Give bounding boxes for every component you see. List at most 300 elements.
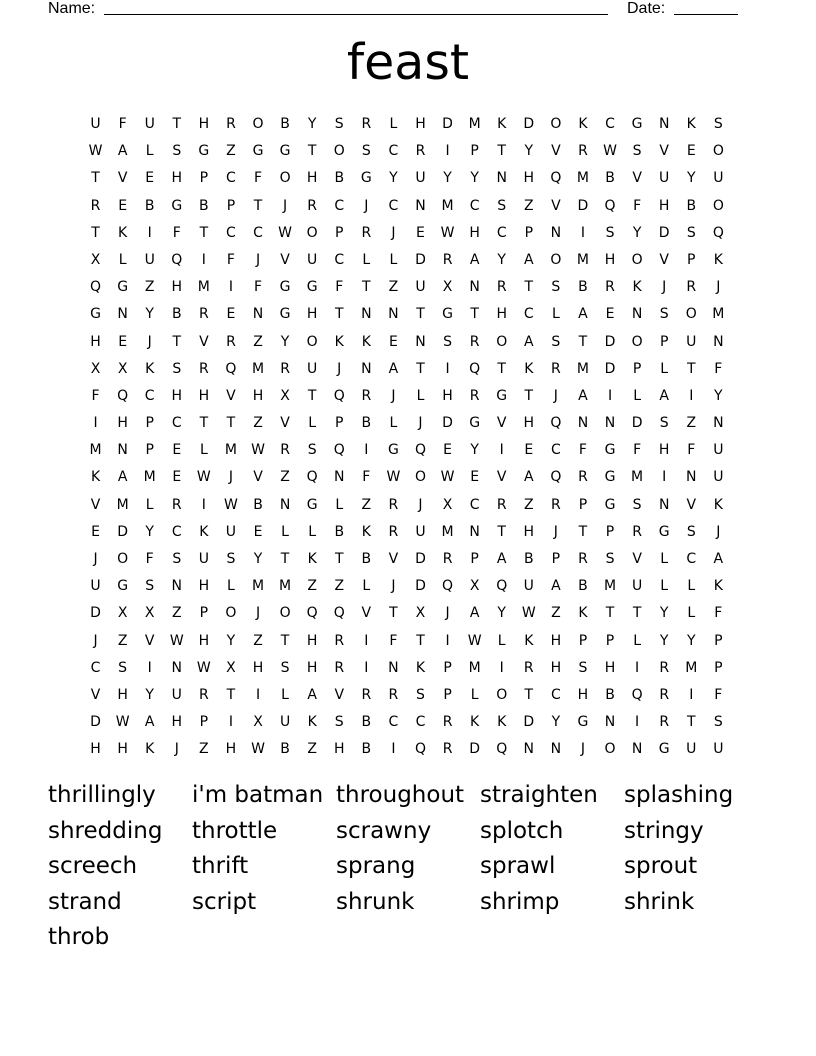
grid-letter: R (442, 741, 453, 758)
grid-letter: Y (551, 714, 561, 731)
grid-letter: G (279, 279, 291, 296)
grid-letter: Y (497, 605, 506, 622)
grid-letter: B (361, 741, 372, 758)
grid-letter: Q (306, 469, 318, 486)
grid-letter: V (686, 496, 697, 513)
grid-letter: V (226, 387, 236, 404)
grid-letter: R (361, 686, 372, 703)
grid-letter: C (469, 197, 480, 214)
grid-letter: I (689, 387, 694, 404)
grid-letter: W (603, 143, 617, 160)
grid-letter: U (631, 578, 643, 595)
grid-letter: A (117, 143, 128, 160)
grid-letter: Q (333, 442, 345, 459)
grid-letter: X (117, 605, 128, 622)
grid-letter: G (577, 714, 589, 731)
grid-letter: Q (171, 251, 183, 268)
grid-letter: H (171, 170, 183, 187)
grid-letter: D (415, 551, 426, 567)
grid-letter: H (117, 741, 128, 758)
grid-letter: Q (469, 360, 481, 377)
grid-letter: S (659, 306, 669, 323)
grid-letter: I (689, 686, 694, 703)
grid-letter: G (279, 143, 291, 160)
grid-letter: U (713, 442, 724, 459)
grid-row (82, 628, 732, 655)
grid-letter: Z (253, 333, 263, 350)
grid-letter: V (496, 469, 507, 486)
grid-letter: H (658, 197, 670, 214)
grid-letter: G (90, 306, 101, 323)
grid-letter: H (252, 387, 264, 404)
grid-letter: X (117, 360, 128, 377)
grid-letter: U (415, 170, 426, 187)
grid-letter: Q (550, 415, 562, 432)
grid-letter: Z (361, 496, 372, 513)
grid-letter: G (306, 496, 318, 513)
grid-letter: A (144, 714, 155, 731)
grid-letter: V (551, 197, 561, 214)
grid-row (82, 492, 732, 519)
grid-letter: R (605, 279, 615, 296)
grid-letter: K (524, 360, 534, 377)
grid-letter: C (605, 116, 615, 132)
grid-letter: N (279, 496, 291, 513)
grid-letter: L (199, 442, 208, 459)
grid-letter: S (172, 551, 182, 567)
grid-letter: U (198, 551, 209, 567)
grid-letter: W (440, 224, 455, 241)
grid-row (82, 111, 732, 138)
grid-letter: P (470, 143, 479, 160)
grid-letter: P (632, 360, 642, 377)
grid-letter: C (388, 197, 399, 214)
grid-letter: Z (253, 415, 263, 432)
grid-letter: E (226, 306, 236, 323)
grid-letter: J (553, 523, 558, 540)
grid-letter: G (252, 143, 264, 160)
grid-letter: F (253, 170, 263, 187)
grid-letter: J (391, 387, 396, 404)
grid-letter: M (116, 496, 129, 513)
grid-letter: I (201, 496, 206, 513)
grid-letter: F (714, 360, 723, 377)
grid-letter: C (469, 496, 480, 513)
grid-letter: K (713, 496, 723, 513)
grid-letter: R (280, 442, 290, 459)
grid-letter: J (580, 741, 586, 758)
grid-letter: Z (199, 741, 209, 758)
grid-letter: D (658, 224, 670, 241)
grid-letter: N (713, 333, 724, 350)
grid-letter: U (713, 469, 724, 486)
grid-letter: T (199, 415, 209, 432)
grid-letter: M (576, 251, 589, 268)
grid-letter: Y (145, 686, 154, 703)
grid-letter: V (388, 551, 399, 567)
grid-letter: M (89, 442, 102, 459)
grid-letter: U (90, 116, 101, 132)
grid-letter: O (117, 551, 129, 567)
grid-letter: I (607, 387, 613, 404)
grid-row (82, 519, 732, 546)
grid-letter: L (687, 605, 696, 622)
grid-letter: G (658, 523, 670, 540)
grid-letter: D (415, 578, 426, 595)
grid-letter: G (604, 496, 616, 513)
grid-row (82, 138, 732, 165)
grid-letter: K (361, 523, 371, 540)
grid-letter: G (496, 387, 508, 404)
grid-letter: C (686, 551, 697, 567)
grid-letter: M (197, 279, 210, 296)
grid-letter: W (521, 605, 536, 622)
grid-letter: R (334, 632, 345, 649)
grid-letter: L (281, 686, 289, 703)
grid-letter: H (171, 714, 183, 731)
grid-letter: L (118, 251, 127, 268)
grid-letter: L (687, 578, 696, 595)
grid-letter: U (225, 523, 237, 540)
grid-letter: T (578, 523, 588, 540)
grid-letter: S (416, 686, 425, 703)
grid-letter: S (713, 714, 723, 731)
grid-letter: I (201, 251, 206, 268)
grid-letter: R (686, 279, 697, 296)
word-bank (48, 778, 768, 956)
grid-letter: P (443, 686, 452, 703)
grid-letter: R (442, 251, 453, 268)
grid-letter: N (550, 741, 562, 758)
grid-letter: J (283, 197, 288, 214)
grid-letter: U (171, 686, 182, 703)
grid-letter: O (712, 143, 724, 160)
grid-letter: E (416, 224, 425, 241)
grid-letter: S (172, 360, 182, 377)
grid-letter: J (93, 551, 98, 567)
grid-letter: J (391, 578, 396, 595)
grid-letter: E (470, 469, 480, 486)
grid-letter: Z (388, 279, 399, 296)
grid-letter: B (578, 578, 588, 595)
grid-letter: V (90, 686, 101, 703)
grid-letter: K (307, 714, 317, 731)
grid-letter: J (418, 415, 423, 432)
grid-letter: P (199, 605, 209, 622)
grid-letter: N (415, 333, 426, 350)
grid-letter: Y (470, 442, 479, 459)
grid-letter: H (523, 415, 535, 432)
grid-letter: I (391, 741, 396, 758)
grid-letter: T (280, 632, 290, 649)
grid-letter: P (578, 632, 588, 649)
grid-letter: J (391, 224, 396, 241)
grid-letter: N (713, 415, 724, 432)
grid-letter: M (712, 306, 725, 323)
grid-letter: H (550, 632, 562, 649)
grid-letter: S (145, 578, 155, 595)
grid-letter: F (145, 551, 154, 567)
grid-letter: J (255, 251, 261, 268)
grid-letter: K (713, 578, 723, 595)
grid-letter: F (362, 469, 371, 486)
grid-letter: P (687, 251, 696, 268)
grid-letter: W (169, 632, 184, 649)
grid-letter: K (578, 605, 588, 622)
grid-letter: N (252, 306, 264, 323)
grid-letter: C (550, 686, 561, 703)
grid-letter: W (224, 496, 238, 513)
grid-letter: U (713, 170, 724, 187)
grid-letter: T (172, 116, 182, 132)
grid-letter: P (145, 442, 154, 459)
grid-letter: I (228, 279, 233, 296)
grid-letter: H (117, 415, 128, 432)
grid-letter: I (580, 224, 586, 241)
grid-letter: R (578, 143, 588, 160)
grid-letter: B (253, 496, 263, 513)
grid-letter: S (551, 279, 561, 296)
grid-letter: B (686, 197, 697, 214)
grid-letter: R (659, 659, 670, 676)
grid-letter: U (415, 279, 426, 296)
grid-letter: K (713, 251, 723, 268)
grid-letter: R (226, 333, 236, 350)
grid-letter: N (388, 306, 399, 323)
grid-letter: S (307, 442, 317, 459)
word-bank-item: sprawl (480, 853, 556, 879)
grid-letter: R (226, 116, 236, 132)
grid-letter: Q (442, 578, 454, 595)
grid-letter: H (198, 387, 210, 404)
grid-letter: S (334, 116, 344, 132)
grid-letter: U (713, 741, 724, 758)
grid-letter: F (389, 632, 398, 649)
grid-letter: H (252, 659, 264, 676)
word-bank-item: shrunk (336, 888, 415, 915)
grid-letter: N (361, 306, 372, 323)
grid-letter: X (90, 360, 101, 377)
grid-letter: C (334, 197, 345, 214)
date-label: Date: (627, 0, 666, 17)
grid-letter: B (361, 714, 372, 731)
grid-letter: O (550, 116, 562, 132)
grid-letter: R (496, 279, 507, 296)
grid-letter: O (712, 197, 724, 214)
grid-letter: E (118, 333, 128, 350)
grid-letter: L (389, 415, 398, 432)
grid-letter: X (415, 605, 426, 622)
grid-letter: T (497, 143, 506, 160)
grid-letter: V (361, 605, 372, 622)
grid-letter: N (604, 714, 616, 731)
grid-row (82, 356, 732, 383)
grid-letter: Q (333, 605, 345, 622)
grid-letter: E (605, 306, 615, 323)
grid-letter: Q (333, 387, 345, 404)
grid-letter: R (551, 496, 561, 513)
grid-letter: K (118, 224, 128, 241)
grid-letter: R (578, 469, 588, 486)
grid-letter: V (334, 686, 345, 703)
grid-letter: N (388, 659, 399, 676)
grid-letter: O (604, 741, 616, 758)
grid-letter: K (578, 116, 588, 132)
grid-letter: S (497, 197, 507, 214)
grid-letter: V (280, 415, 290, 432)
grid-letter: Z (551, 605, 561, 622)
grid-letter: T (524, 686, 534, 703)
grid-letter: C (226, 170, 236, 187)
grid-letter: D (469, 741, 481, 758)
grid-letter: G (171, 197, 183, 214)
grid-letter: I (499, 659, 504, 676)
grid-letter: A (117, 469, 128, 486)
grid-letter: S (713, 116, 723, 132)
grid-letter: L (633, 632, 641, 649)
grid-letter: J (716, 523, 721, 540)
grid-letter: B (171, 306, 182, 323)
grid-letter: R (442, 551, 453, 567)
grid-letter: H (306, 170, 318, 187)
grid-letter: J (364, 197, 369, 214)
grid-letter: K (334, 333, 344, 350)
grid-letter: A (524, 333, 534, 350)
grid-letter: J (147, 333, 152, 350)
grid-letter: E (524, 442, 534, 459)
grid-letter: L (660, 360, 669, 377)
grid-letter: H (469, 224, 480, 241)
grid-letter: H (90, 333, 101, 350)
grid-letter: O (685, 306, 697, 323)
grid-letter: H (415, 116, 426, 132)
grid-letter: R (361, 387, 372, 404)
grid-letter: H (550, 659, 562, 676)
grid-letter: J (93, 632, 98, 649)
grid-letter: M (576, 170, 589, 187)
grid-letter: R (198, 686, 209, 703)
grid-letter: Q (712, 224, 724, 241)
grid-letter: Y (443, 170, 452, 187)
grid-letter: T (172, 333, 182, 350)
grid-letter: C (171, 523, 182, 540)
grid-letter: O (225, 605, 237, 622)
grid-letter: U (686, 741, 697, 758)
grid-letter: E (91, 523, 100, 540)
grid-letter: R (415, 143, 426, 160)
grid-letter: T (524, 279, 534, 296)
grid-letter: D (90, 714, 101, 731)
grid-letter: S (361, 143, 371, 160)
grid-letter: S (686, 224, 696, 241)
word-bank-item: stringy (624, 817, 704, 844)
grid-letter: Y (714, 387, 723, 404)
grid-letter: P (443, 659, 452, 676)
grid-letter: W (251, 741, 265, 758)
grid-letter: M (279, 578, 292, 595)
grid-letter: P (605, 523, 615, 540)
grid-letter: T (91, 170, 100, 187)
grid-letter: C (253, 224, 263, 241)
grid-letter: T (253, 197, 263, 214)
grid-letter: B (605, 686, 615, 703)
grid-letter: U (686, 333, 697, 350)
grid-letter: N (577, 415, 589, 432)
grid-letter: I (364, 632, 369, 649)
grid-letter: R (280, 360, 290, 377)
grid-letter: B (361, 415, 372, 432)
grid-letter: T (578, 333, 588, 350)
grid-letter: U (307, 251, 318, 268)
grid-letter: G (469, 415, 481, 432)
grid-letter: R (578, 551, 588, 567)
grid-letter: O (306, 224, 318, 241)
grid-letter: G (442, 306, 453, 323)
grid-letter: Y (497, 251, 506, 268)
grid-letter: N (469, 523, 480, 540)
grid-letter: O (550, 251, 562, 268)
grid-letter: T (416, 306, 425, 323)
grid-letter: S (605, 551, 615, 567)
grid-letter: Q (414, 442, 426, 459)
grid-row (82, 709, 732, 736)
grid-letter: U (279, 714, 291, 731)
grid-letter: O (414, 469, 426, 486)
grid-letter: N (631, 306, 643, 323)
grid-letter: M (143, 469, 156, 486)
grid-letter: I (499, 442, 504, 459)
word-bank-item: screech (48, 853, 138, 879)
grid-letter: L (145, 143, 154, 160)
grid-letter: Y (524, 143, 534, 160)
grid-letter: Y (226, 632, 236, 649)
grid-letter: C (334, 251, 345, 268)
grid-letter: K (497, 116, 507, 132)
grid-letter: Z (280, 469, 290, 486)
grid-letter: D (442, 415, 453, 432)
grid-letter: Q (496, 578, 508, 595)
grid-letter: F (335, 279, 344, 296)
grid-letter: M (468, 116, 481, 132)
grid-letter: Y (145, 306, 154, 323)
grid-letter: F (633, 442, 642, 459)
grid-letter: D (117, 523, 128, 540)
grid-letter: E (686, 143, 696, 160)
grid-letter: B (280, 741, 290, 758)
grid-letter: Z (171, 605, 182, 622)
grid-letter: F (91, 387, 100, 404)
grid-row (82, 546, 732, 573)
grid-letter: Z (117, 632, 128, 649)
grid-letter: X (253, 714, 263, 731)
grid-row (82, 600, 732, 627)
grid-letter: G (198, 143, 210, 160)
word-bank-item: shrink (624, 888, 695, 915)
grid-letter: E (388, 333, 398, 350)
grid-letter: N (171, 659, 183, 676)
grid-letter: L (308, 415, 317, 432)
grid-letter: R (496, 496, 507, 513)
grid-letter: O (631, 251, 643, 268)
grid-row (82, 410, 732, 437)
grid-letter: R (388, 523, 399, 540)
word-bank-item: thrillingly (48, 782, 156, 808)
grid-letter: V (144, 632, 155, 649)
grid-letter: J (445, 605, 450, 622)
grid-letter: B (144, 197, 155, 214)
grid-letter: K (90, 469, 101, 486)
grid-letter: U (90, 578, 101, 595)
